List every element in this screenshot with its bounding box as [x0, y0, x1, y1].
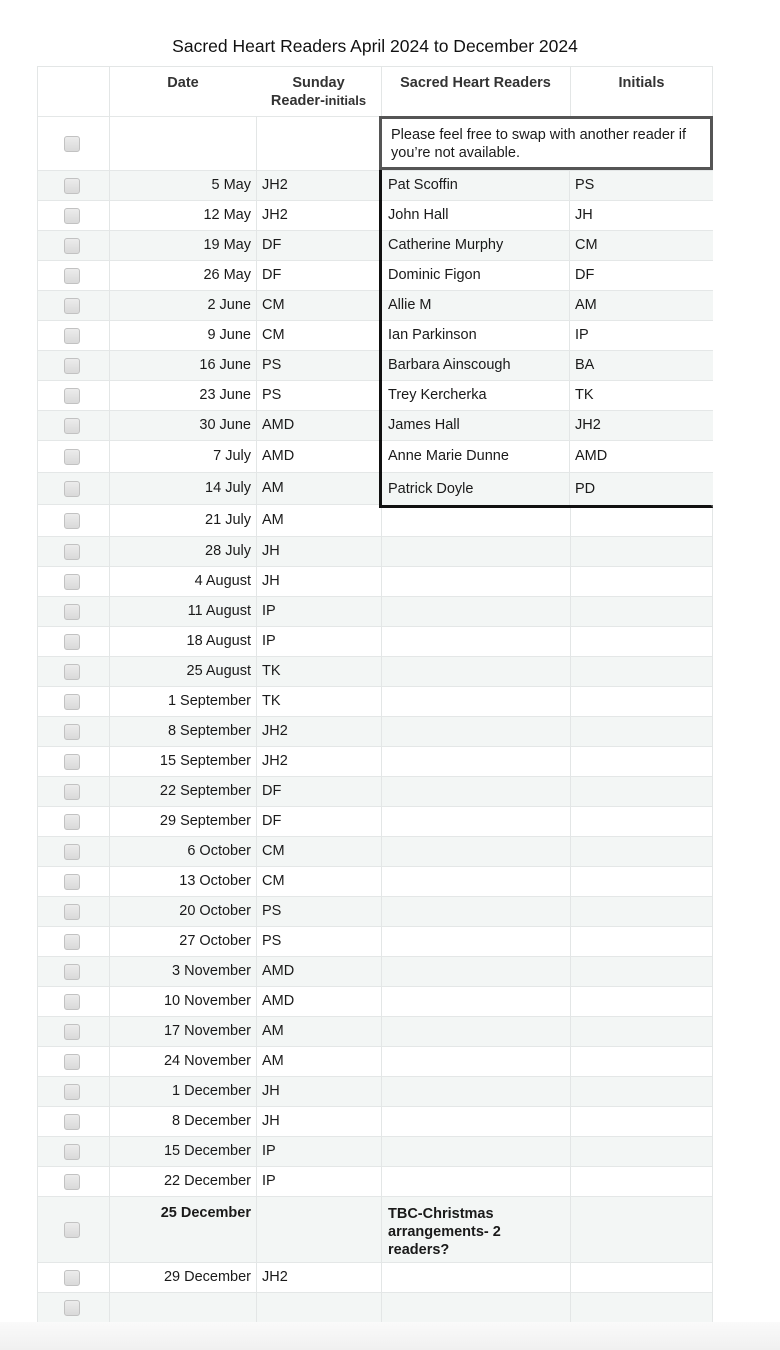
row-checkbox[interactable] [64, 604, 80, 620]
reader-initials-cell: AMD [262, 993, 295, 1009]
table-row [37, 1196, 713, 1263]
reader-initials: AM [575, 297, 597, 313]
row-checkbox[interactable] [64, 1054, 80, 1070]
reader-name: Allie M [388, 297, 432, 313]
grid-line [569, 201, 570, 230]
reader-initials-cell: CM [262, 873, 285, 889]
date-cell: 9 June [207, 327, 251, 343]
row-checkbox[interactable] [64, 904, 80, 920]
row-checkbox[interactable] [64, 328, 80, 344]
header-sunday-line2b: initials [324, 93, 367, 108]
row-checkbox[interactable] [64, 358, 80, 374]
row-checkbox[interactable] [64, 1024, 80, 1040]
row-checkbox[interactable] [64, 664, 80, 680]
reader-initials-cell: CM [262, 327, 285, 343]
row-checkbox[interactable] [64, 874, 80, 890]
table-row [37, 836, 713, 867]
row-checkbox[interactable] [64, 178, 80, 194]
date-cell: 23 June [199, 387, 251, 403]
reader-initials-cell: AM [262, 480, 284, 496]
swap-note: Please feel free to swap with another reader if you’re not available. [379, 116, 713, 170]
reader-list-row [382, 200, 713, 230]
reader-list-row [382, 410, 713, 440]
date-cell: 1 September [167, 693, 251, 709]
reader-name: Dominic Figon [388, 267, 481, 283]
table-header [37, 66, 713, 117]
grid-line [569, 351, 570, 380]
reader-list-row [382, 440, 713, 472]
table-row [37, 1076, 713, 1107]
reader-name: Ian Parkinson [388, 327, 477, 343]
row-checkbox[interactable] [64, 724, 80, 740]
table-row [37, 806, 713, 837]
grid-line [569, 231, 570, 260]
reader-initials-cell: CM [262, 297, 285, 313]
christmas-note: TBC-Christmas arrangements- 2 readers? [388, 1206, 501, 1258]
reader-list-row [382, 230, 713, 260]
reader-initials: AMD [575, 448, 608, 464]
table-row [37, 866, 713, 897]
row-checkbox[interactable] [64, 136, 80, 152]
reader-initials-cell: JH [262, 573, 280, 589]
reader-initials: TK [575, 387, 594, 403]
reader-initials: CM [575, 237, 598, 253]
date-cell: 20 October [179, 903, 251, 919]
row-checkbox[interactable] [64, 388, 80, 404]
header-sunday-line2: Reader- [270, 93, 325, 109]
reader-list-row [382, 290, 713, 320]
row-checkbox[interactable] [64, 694, 80, 710]
row-checkbox[interactable] [64, 1270, 80, 1286]
header-readers: Sacred Heart Readers [400, 75, 551, 91]
reader-name: Patrick Doyle [388, 481, 474, 497]
reader-initials-cell: IP [262, 633, 276, 649]
grid-line [569, 171, 570, 200]
reader-initials-cell: JH [262, 543, 280, 559]
row-checkbox[interactable] [64, 208, 80, 224]
table-row [37, 686, 713, 717]
date-cell: 12 May [203, 207, 251, 223]
date-cell: 15 September [159, 753, 251, 769]
grid-line [569, 411, 570, 440]
date-cell: 22 September [159, 783, 251, 799]
reader-initials: JH [575, 207, 593, 223]
grid-line [569, 291, 570, 320]
table-row [37, 896, 713, 927]
header-sunday-line1: Sunday [292, 75, 345, 91]
row-checkbox[interactable] [64, 298, 80, 314]
reader-initials: PD [575, 481, 596, 497]
reader-initials: PS [575, 177, 595, 193]
reader-name: Catherine Murphy [388, 237, 504, 253]
table-row [37, 504, 713, 537]
table-row [37, 536, 713, 567]
reader-initials-cell: PS [262, 903, 282, 919]
row-checkbox[interactable] [64, 634, 80, 650]
reader-list-row [382, 380, 713, 410]
reader-name: Anne Marie Dunne [388, 448, 509, 464]
row-checkbox[interactable] [64, 784, 80, 800]
row-checkbox[interactable] [64, 449, 80, 465]
row-checkbox[interactable] [64, 481, 80, 497]
row-checkbox[interactable] [64, 1222, 80, 1238]
reader-initials-cell: PS [262, 357, 282, 373]
date-cell: 8 September [167, 723, 251, 739]
reader-initials-cell: DF [262, 267, 282, 283]
date-cell: 25 August [186, 663, 251, 679]
date-cell: 24 November [163, 1053, 251, 1069]
row-checkbox[interactable] [64, 418, 80, 434]
grid-line [569, 441, 570, 472]
table-row [37, 1046, 713, 1077]
row-checkbox[interactable] [64, 544, 80, 560]
table-row [37, 1166, 713, 1197]
date-cell: 13 October [179, 873, 251, 889]
date-cell: 30 June [199, 417, 251, 433]
date-cell: 11 August [187, 603, 251, 619]
row-checkbox[interactable] [64, 994, 80, 1010]
reader-initials-cell: AM [262, 1053, 284, 1069]
date-cell: 10 November [163, 993, 251, 1009]
table-row [37, 926, 713, 957]
reader-initials-cell: JH2 [262, 177, 288, 193]
row-checkbox[interactable] [64, 513, 80, 529]
reader-list-row [382, 170, 713, 200]
reader-list-row [382, 320, 713, 350]
reader-list-row [382, 350, 713, 380]
grid-line [569, 473, 570, 505]
reader-initials-cell: IP [262, 603, 276, 619]
row-checkbox[interactable] [64, 1300, 80, 1316]
reader-initials-cell: JH [262, 1113, 280, 1129]
reader-initials-cell: CM [262, 843, 285, 859]
reader-initials-cell: TK [262, 663, 281, 679]
reader-initials-cell: AM [262, 1023, 284, 1039]
row-checkbox[interactable] [64, 1084, 80, 1100]
date-cell: 25 December [160, 1205, 251, 1221]
reader-initials-cell: IP [262, 1173, 276, 1189]
reader-initials: BA [575, 357, 595, 373]
date-cell: 21 July [205, 512, 251, 528]
row-checkbox[interactable] [64, 1174, 80, 1190]
table-row [37, 566, 713, 597]
date-cell: 2 June [207, 297, 251, 313]
reader-name: Trey Kercherka [388, 387, 487, 403]
date-cell: 14 July [205, 480, 251, 496]
date-cell: 1 December [172, 1083, 251, 1099]
readers-list-box [379, 170, 713, 508]
table-row [37, 746, 713, 777]
row-checkbox[interactable] [64, 238, 80, 254]
reader-name: James Hall [388, 417, 460, 433]
date-cell: 22 December [163, 1173, 251, 1189]
reader-initials: IP [575, 327, 589, 343]
reader-initials-cell: JH [262, 1083, 280, 1099]
grid-line [569, 321, 570, 350]
table-row [37, 626, 713, 657]
grid-line [109, 66, 110, 1323]
table-row [37, 986, 713, 1017]
reader-initials-cell: DF [262, 813, 282, 829]
row-checkbox[interactable] [64, 844, 80, 860]
row-checkbox[interactable] [64, 754, 80, 770]
date-cell: 29 September [159, 813, 251, 829]
reader-initials-cell: IP [262, 1143, 276, 1159]
reader-initials-cell: JH2 [262, 207, 288, 223]
date-cell: 8 December [172, 1113, 251, 1129]
reader-initials: JH2 [575, 417, 601, 433]
table-row [37, 1262, 713, 1293]
reader-list-row [382, 472, 713, 505]
reader-initials-cell: AMD [262, 417, 295, 433]
table-row [37, 656, 713, 687]
grid-line [569, 381, 570, 410]
grid-line [37, 66, 38, 1323]
row-checkbox[interactable] [64, 934, 80, 950]
table-row [37, 1136, 713, 1167]
reader-name: John Hall [388, 207, 449, 223]
page-bottom [0, 1322, 780, 1350]
document-title: Sacred Heart Readers April 2024 to December 2024 [172, 36, 578, 56]
header-initials: Initials [618, 75, 665, 91]
date-cell: 28 July [205, 543, 251, 559]
grid-line [256, 116, 257, 1323]
row-checkbox[interactable] [64, 1144, 80, 1160]
date-cell: 3 November [172, 963, 251, 979]
date-cell: 5 May [211, 177, 251, 193]
table-row [37, 1106, 713, 1137]
date-cell: 27 October [179, 933, 251, 949]
reader-initials-cell: TK [262, 693, 281, 709]
reader-initials-cell: JH2 [262, 1269, 288, 1285]
table-row [37, 1292, 713, 1323]
table-row [37, 956, 713, 987]
date-cell: 18 August [186, 633, 251, 649]
reader-list-row [382, 260, 713, 290]
reader-initials-cell: JH2 [262, 753, 288, 769]
date-cell: 6 October [187, 843, 251, 859]
table-row [37, 716, 713, 747]
date-cell: 7 July [213, 448, 251, 464]
row-checkbox[interactable] [64, 574, 80, 590]
row-checkbox[interactable] [64, 964, 80, 980]
row-checkbox[interactable] [64, 1114, 80, 1130]
row-checkbox[interactable] [64, 268, 80, 284]
row-checkbox[interactable] [64, 814, 80, 830]
reader-name: Pat Scoffin [388, 177, 458, 193]
header-date: Date [167, 75, 199, 91]
reader-initials-cell: JH2 [262, 723, 288, 739]
reader-initials-cell: PS [262, 387, 282, 403]
reader-initials-cell: DF [262, 783, 282, 799]
date-cell: 4 August [194, 573, 251, 589]
reader-initials-cell: AM [262, 512, 284, 528]
date-cell: 29 December [163, 1269, 251, 1285]
date-cell: 17 November [163, 1023, 251, 1039]
reader-name: Barbara Ainscough [388, 357, 511, 373]
date-cell: 19 May [203, 237, 251, 253]
table-row [37, 1016, 713, 1047]
reader-initials-cell: AMD [262, 448, 295, 464]
reader-initials: DF [575, 267, 595, 283]
reader-initials-cell: DF [262, 237, 282, 253]
grid-line [569, 261, 570, 290]
header-sunday-reader [256, 67, 381, 117]
date-cell: 15 December [163, 1143, 251, 1159]
table-row [37, 776, 713, 807]
table-row [37, 596, 713, 627]
date-cell: 26 May [203, 267, 251, 283]
date-cell: 16 June [199, 357, 251, 373]
reader-initials-cell: PS [262, 933, 282, 949]
reader-initials-cell: AMD [262, 963, 295, 979]
